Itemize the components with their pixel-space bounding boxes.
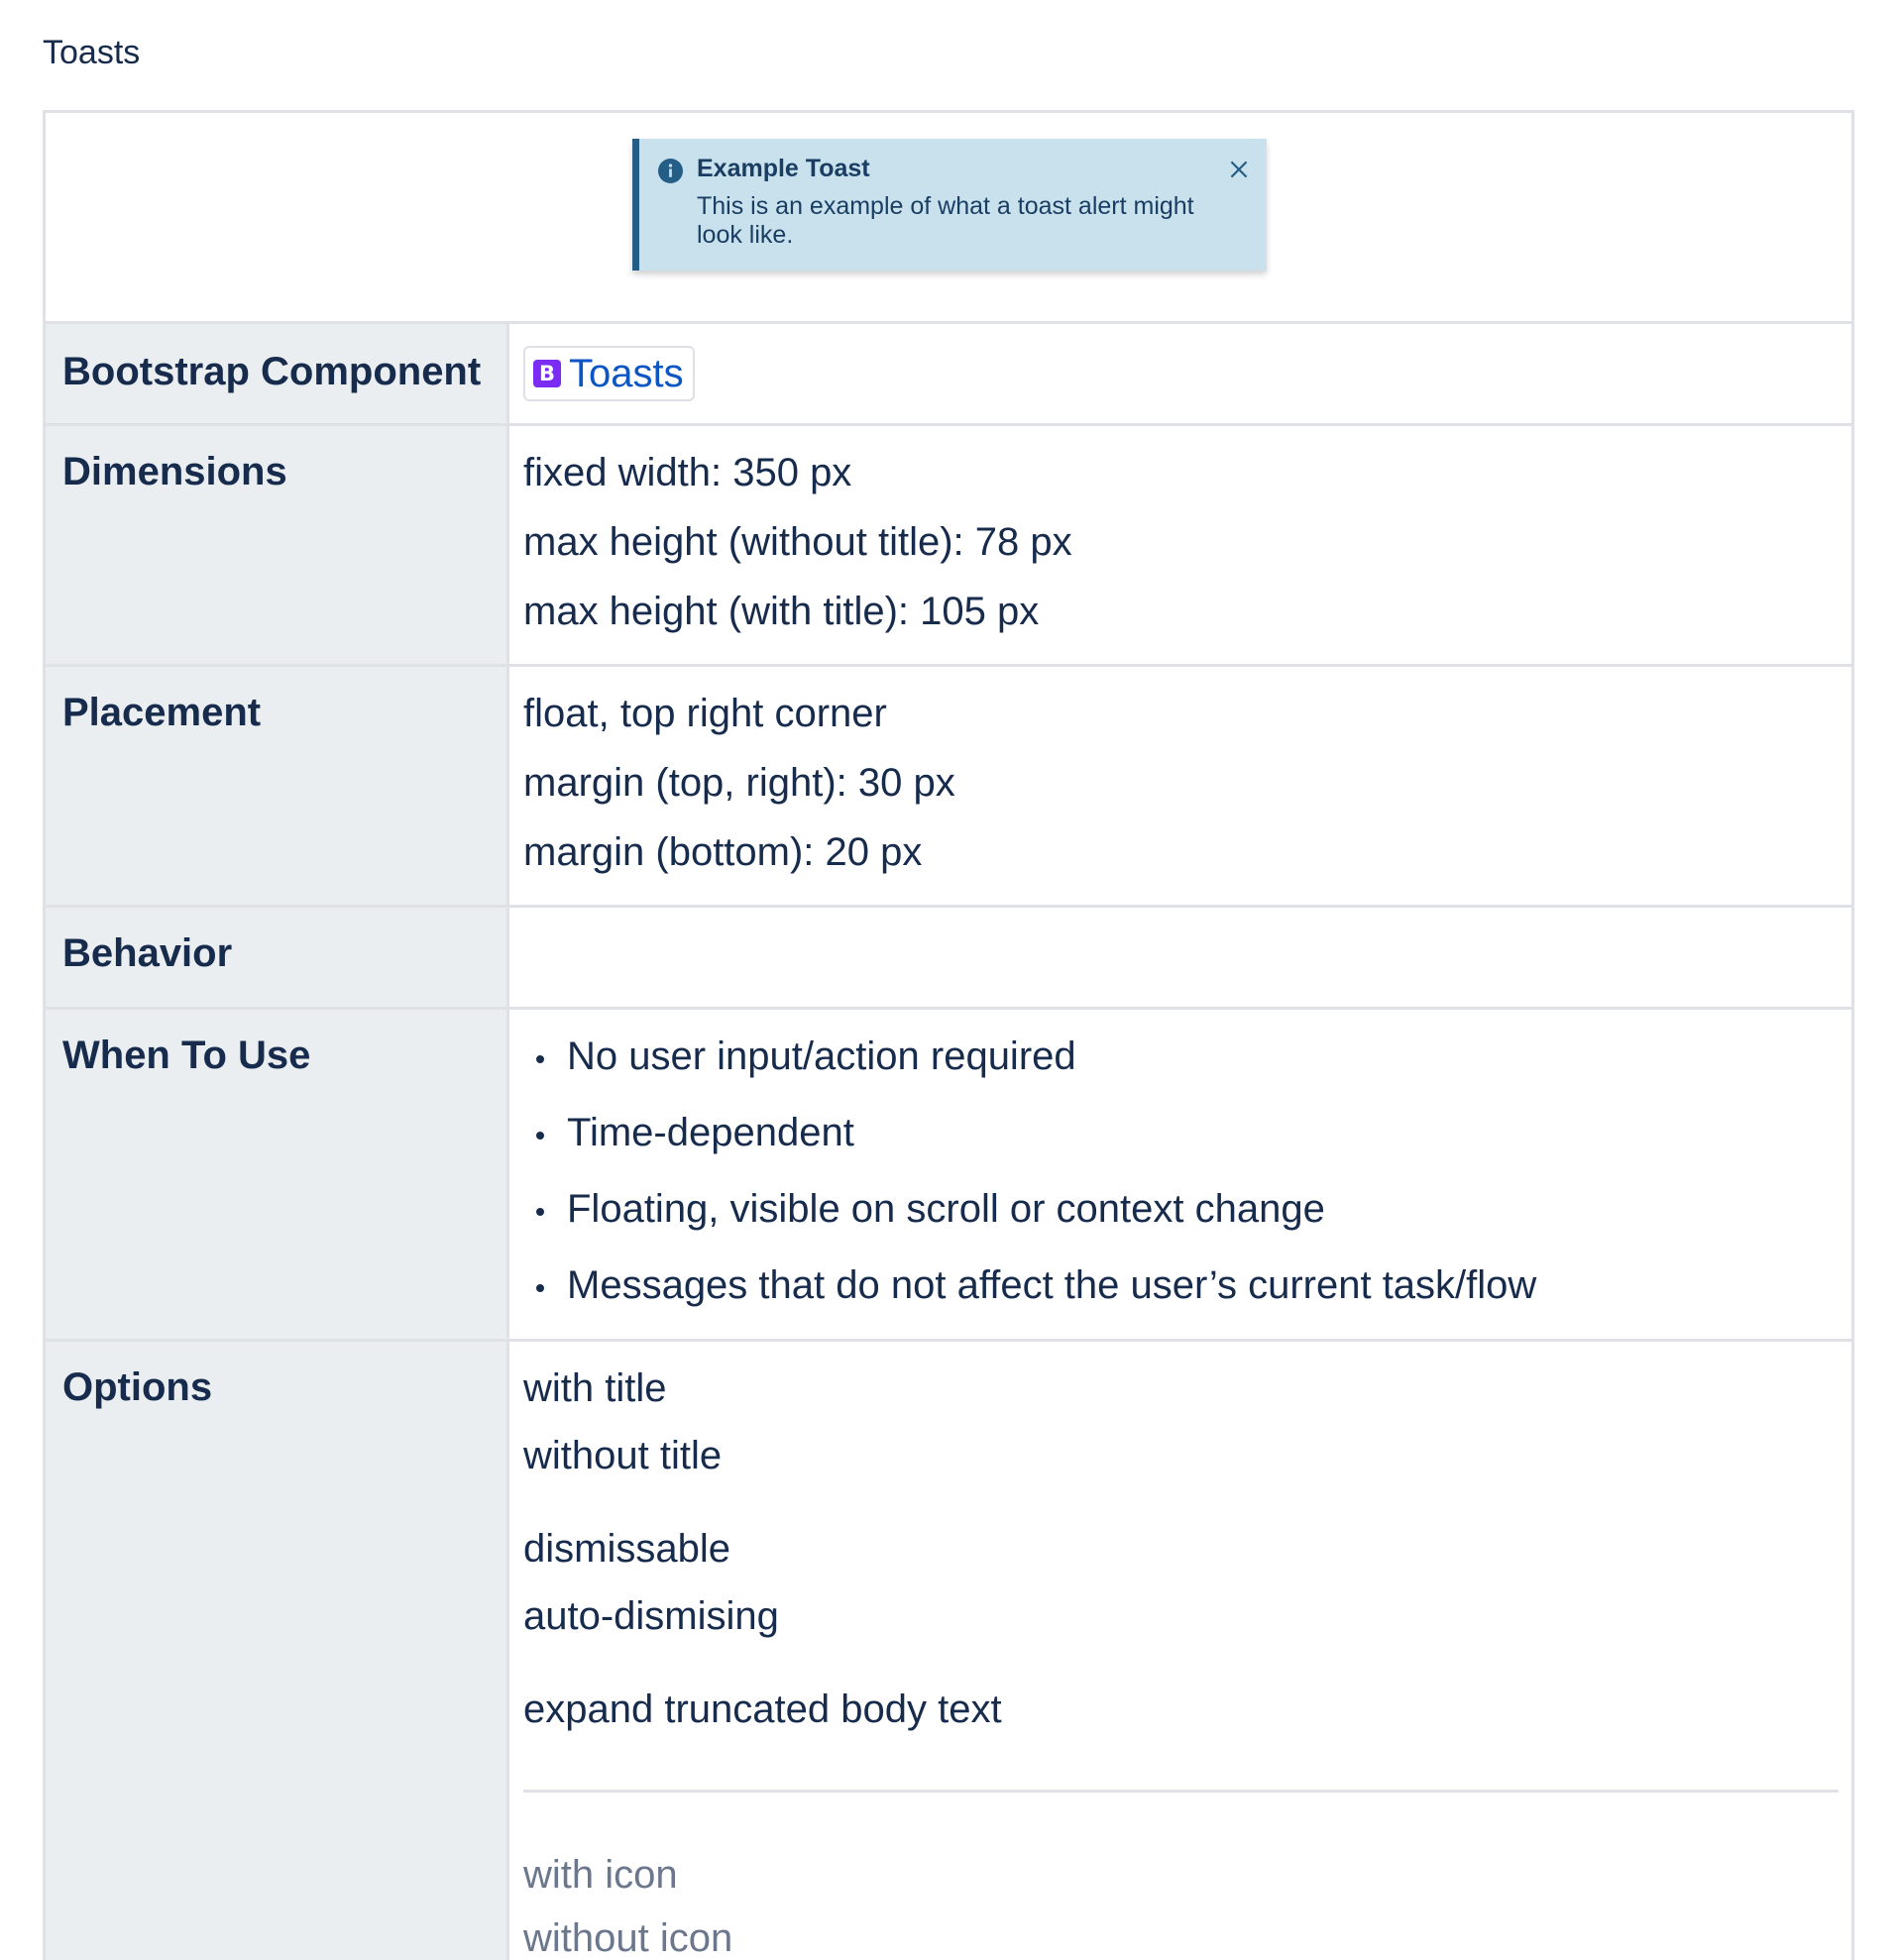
- divider: [523, 1790, 1839, 1793]
- option-line: without title: [523, 1434, 723, 1477]
- toast-preview-cell: [46, 113, 1851, 324]
- when-to-use-list: [523, 1034, 1851, 1339]
- option-line: expand truncated body text: [523, 1688, 1002, 1731]
- dimension-line: fixed width: 350 px: [523, 451, 852, 494]
- close-icon[interactable]: [1226, 157, 1252, 182]
- row-value: [509, 1342, 1851, 1960]
- info-circle-icon: [658, 159, 683, 183]
- dimension-line: max height (without title): 78 px: [523, 520, 1072, 564]
- spec-table: [43, 110, 1854, 1960]
- row-value: [509, 908, 1851, 1007]
- row-when-to-use: [46, 1010, 1851, 1342]
- row-value: [509, 667, 1851, 905]
- row-label: Behavior: [46, 908, 509, 1007]
- row-label: When To Use: [46, 1010, 509, 1339]
- row-label: Placement: [46, 667, 509, 905]
- row-label: Dimensions: [46, 426, 509, 664]
- example-toast: [632, 139, 1267, 271]
- option-line: auto-dismising: [523, 1594, 779, 1638]
- list-item: Floating, visible on scroll or context change: [523, 1186, 1851, 1262]
- list-item: Messages that do not affect the user’s current task/flow: [523, 1262, 1851, 1339]
- bootstrap-link-label: Toasts: [569, 351, 684, 395]
- placement-line: margin (bottom): 20 px: [523, 830, 923, 874]
- row-placement: [46, 667, 1851, 908]
- row-options: [46, 1342, 1851, 1960]
- toast-body: This is an example of what a toast alert might look like.: [697, 192, 1194, 249]
- option-line: without icon: [523, 1916, 733, 1960]
- row-value: [509, 1010, 1851, 1339]
- dimension-line: max height (with title): 105 px: [523, 590, 1040, 633]
- toast-title: Example Toast: [697, 155, 870, 182]
- row-bootstrap-component: [46, 324, 1851, 426]
- row-behavior: [46, 908, 1851, 1010]
- bootstrap-icon: B: [533, 360, 561, 387]
- page-title: Toasts: [43, 34, 141, 71]
- row-dimensions: [46, 426, 1851, 667]
- option-line: dismissable: [523, 1527, 730, 1571]
- row-label: Options: [46, 1342, 509, 1960]
- row-value: [509, 426, 1851, 664]
- list-item: No user input/action required: [523, 1034, 1851, 1110]
- row-label: Bootstrap Component: [46, 324, 509, 423]
- placement-line: float, top right corner: [523, 692, 887, 735]
- bootstrap-toasts-link[interactable]: [523, 346, 695, 401]
- option-line: with icon: [523, 1853, 678, 1897]
- placement-line: margin (top, right): 30 px: [523, 761, 955, 805]
- row-value: [509, 324, 1851, 423]
- list-item: Time-dependent: [523, 1110, 1851, 1186]
- option-line: with title: [523, 1366, 667, 1410]
